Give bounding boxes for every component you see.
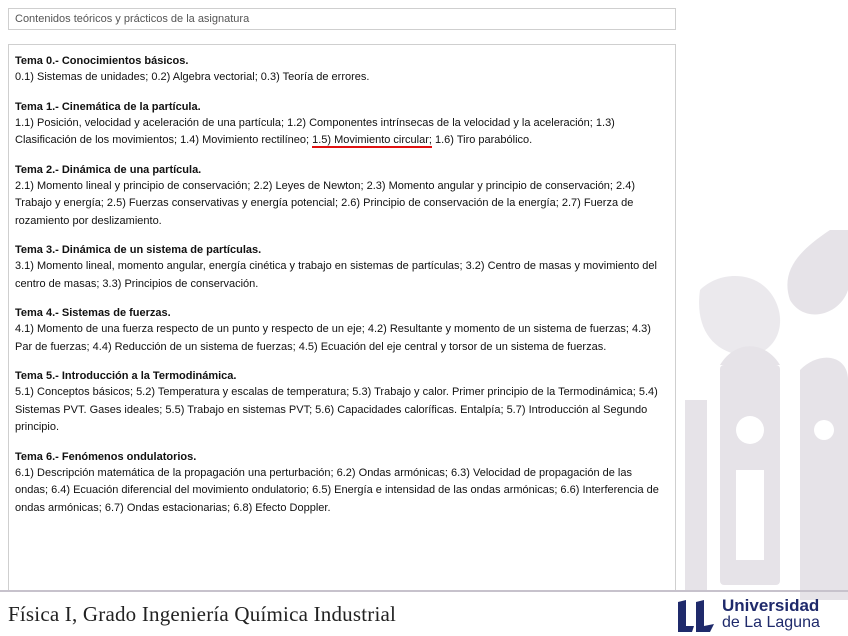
topic-body-text: 1.6) Tiro parabólico. [431, 134, 533, 146]
topic-body [15, 115, 667, 150]
ull-logo-mark-icon [676, 598, 716, 632]
content-list [15, 54, 667, 530]
topic-section [15, 306, 667, 356]
topic-title: Tema 0.- Conocimientos básicos. [15, 55, 189, 67]
course-title: Física I, Grado Ingeniería Química Industrial [8, 602, 397, 626]
topic-body-text: 1.1) Posición, velocidad y aceleración de una partícula; 1.2) Componentes intrínsecas de la velocidad y la aceleración; 1.3) Clasificación de los movimientos; 1.4) Movimiento rectilíneo; [15, 116, 615, 146]
topic-body: 4.1) Momento de una fuerza respecto de un punto y respecto de un eje; 4.2) Resultante y momento de un sistema de fuerzas; 4.3) Par de fuerzas; 4.4) Reducción de un sistema de fuerzas; 4.5) Ecuación del eje central y torsor de un sistema de fuerzas. [15, 323, 651, 353]
topic-body: 0.1) Sistemas de unidades; 0.2) Algebra vectorial; 0.3) Teoría de errores. [15, 71, 370, 83]
header-box [8, 8, 676, 30]
highlighted-subtopic: 1.5) Movimiento circular; [312, 134, 432, 146]
topic-title: Tema 2.- Dinámica de una partícula. [15, 163, 202, 176]
logo-text-line2: de La Laguna [722, 614, 820, 631]
topic-body: 5.1) Conceptos básicos; 5.2) Temperatura y escalas de temperatura; 5.3) Trabajo y calor. Primer principio de la Termodinámica; 5.4) Sistemas PVT. Gases ideales; 5.5) Trabajo en sistemas PVT; 5.6) Capacidades caloríficas. Entalpía; 5.7) Introducción al Segundo principio. [15, 386, 658, 433]
topic-body: 3.1) Momento lineal, momento angular, energía cinética y trabajo en sistemas de partículas; 3.2) Centro de masas y movimiento del centro de masas; 3.3) Principios de conservación. [15, 260, 657, 290]
topic-title: Tema 6.- Fenómenos ondulatorios. [15, 450, 197, 463]
topic-title: Tema 3.- Dinámica de un sistema de partículas. [15, 244, 262, 256]
university-logo [676, 596, 844, 634]
topic-section [15, 54, 667, 87]
topic-title: Tema 1.- Cinemática de la partícula. [15, 100, 201, 113]
topic-section [15, 243, 667, 293]
topic-section [15, 369, 667, 437]
header-title: Contenidos teóricos y prácticos de la asignatura [15, 13, 250, 25]
topic-body: 2.1) Momento lineal y principio de conservación; 2.2) Leyes de Newton; 2.3) Momento angular y principio de conservación; 2.4) Trabajo y energía; 2.5) Fuerzas conservativas y energía potencial; 2.6) Principio de conservación de la energía; 2.7) Fuerza de rozamiento por deslizamiento. [15, 179, 635, 227]
topic-title: Tema 4.- Sistemas de fuerzas. [15, 307, 171, 319]
topic-section [15, 100, 667, 150]
topic-body: 6.1) Descripción matemática de la propagación una perturbación; 6.2) Ondas armónicas; 6.3) Velocidad de propagación de las ondas; 6.4) Ecuación diferencial del movimiento ondulatorio; 6.5) Energía e intensidad de las ondas armónicas; 6.6) Interferencia de ondas armónicas; 6.7) Ondas estacionarias; 6.8) Efecto Doppler. [15, 466, 659, 514]
topic-section [15, 450, 667, 518]
topic-section [15, 163, 667, 231]
topic-title: Tema 5.- Introducción a la Termodinámica. [15, 370, 237, 382]
university-crest-watermark-icon [680, 230, 848, 600]
content-panel[interactable] [8, 44, 676, 592]
logo-text-line1: Universidad [722, 596, 820, 615]
footer-divider [0, 590, 848, 592]
